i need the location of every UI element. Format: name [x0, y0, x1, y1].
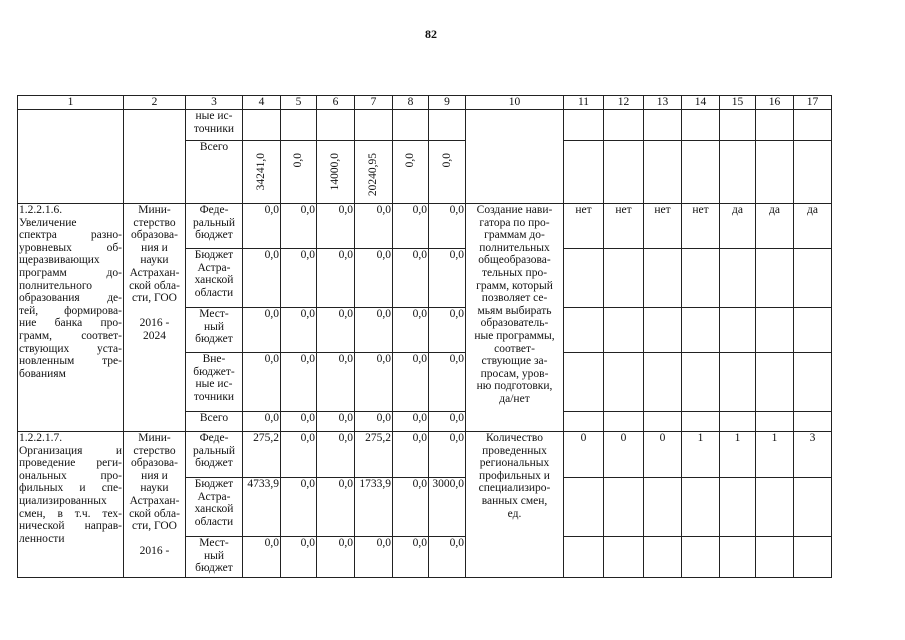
task1-year-blank — [644, 249, 682, 308]
task1-year-value: да — [756, 204, 794, 249]
page-number: 82 — [425, 27, 437, 41]
task1-value: 0,0 — [393, 204, 429, 249]
task2-year-value: 1 — [720, 432, 756, 478]
cont-indicator-cell — [466, 110, 564, 204]
cont-year-blank — [756, 141, 794, 204]
task1-value: 0,0 — [355, 412, 393, 432]
cont-total-value — [393, 141, 429, 204]
cont-year-blank — [564, 141, 604, 204]
cont-year-blank — [564, 110, 604, 141]
task1-year-blank — [720, 249, 756, 308]
task2-value: 0,0 — [281, 478, 317, 537]
task1-value: 0,0 — [355, 204, 393, 249]
task1-value: 0,0 — [317, 249, 355, 308]
task1-year-blank — [720, 308, 756, 353]
task2-source-2: Мест- ный бюджет — [186, 537, 243, 578]
task1-year-blank — [682, 249, 720, 308]
cont-blank-value — [393, 110, 429, 141]
column-number-row — [18, 96, 832, 110]
task1-year-blank — [564, 308, 604, 353]
task1-source-0: Феде- ральный бюджет — [186, 204, 243, 249]
cont-blank-value — [317, 110, 355, 141]
task1-source-3: Вне- бюджет- ные ис- точники — [186, 353, 243, 412]
task1-value: 0,0 — [393, 353, 429, 412]
task1-year-value: нет — [644, 204, 682, 249]
task1-value: 0,0 — [243, 204, 281, 249]
task1-value: 0,0 — [243, 353, 281, 412]
task2-indicator: Количество проведенных региональных профильных и специализиро- ванных смен, ед. — [466, 432, 564, 578]
task1-year-blank — [794, 412, 832, 432]
task2-value: 0,0 — [281, 432, 317, 478]
task1-value: 0,0 — [281, 308, 317, 353]
cont-year-blank — [682, 141, 720, 204]
column-number-1: 1 — [18, 96, 124, 110]
task2-executor: Мини- стерство образова- ния и науки Астрахан- ской обла- сти, ГОО 2016 - — [124, 432, 186, 578]
task2-value: 275,2 — [355, 432, 393, 478]
cont-source-tail: ные ис- точники — [186, 110, 243, 141]
column-number-9: 9 — [429, 96, 466, 110]
task1-year-blank — [794, 308, 832, 353]
task1-year-blank — [604, 308, 644, 353]
task1-year-blank — [682, 412, 720, 432]
task1-year-blank — [756, 308, 794, 353]
cont-total-label: Всего — [186, 141, 243, 204]
task1-year-blank — [720, 412, 756, 432]
task2-value: 0,0 — [281, 537, 317, 578]
cont-year-blank — [682, 110, 720, 141]
task2-year-value: 1 — [756, 432, 794, 478]
task2-value: 0,0 — [317, 537, 355, 578]
cont-total-value — [429, 141, 466, 204]
cont-total-value — [243, 141, 281, 204]
task1-year-blank — [644, 308, 682, 353]
cont-total-value-text: 0,0 — [440, 153, 453, 168]
cont-year-blank — [756, 110, 794, 141]
task2-code-description: 1.2.2.1.7. Организация и проведение реги- ональных про- фильных и спе- циализированных смен, в т.ч. тех- нической направ- ленности — [18, 432, 124, 578]
task2-value: 0,0 — [393, 432, 429, 478]
task1-year-value: нет — [564, 204, 604, 249]
task2-year-value: 0 — [644, 432, 682, 478]
task1-value: 0,0 — [281, 204, 317, 249]
task1-year-blank — [564, 249, 604, 308]
task1-value: 0,0 — [317, 308, 355, 353]
cont-total-value — [281, 141, 317, 204]
column-number-13: 13 — [644, 96, 682, 110]
task1-year-blank — [756, 353, 794, 412]
task1-value: 0,0 — [355, 308, 393, 353]
task2-value: 1733,9 — [355, 478, 393, 537]
task1-value: 0,0 — [429, 308, 466, 353]
task1-value: 0,0 — [317, 204, 355, 249]
cont-total-value-text: 20240,95 — [367, 153, 380, 197]
cont-year-blank — [720, 110, 756, 141]
cont-code-cell — [18, 110, 124, 204]
task2-value: 0,0 — [429, 537, 466, 578]
task2-value: 0,0 — [393, 537, 429, 578]
task2-value: 4733,9 — [243, 478, 281, 537]
task2-year-blank — [564, 478, 604, 537]
cont-executor-cell — [124, 110, 186, 204]
task2-value: 0,0 — [317, 478, 355, 537]
task1-value: 0,0 — [429, 249, 466, 308]
task1-year-blank — [604, 353, 644, 412]
column-number-16: 16 — [756, 96, 794, 110]
task1-value: 0,0 — [243, 249, 281, 308]
task2-year-blank — [794, 537, 832, 578]
task1-source-4: Всего — [186, 412, 243, 432]
task1-source-2: Мест- ный бюджет — [186, 308, 243, 353]
cont-total-value-text: 34241,0 — [255, 153, 268, 191]
cont-blank-value — [355, 110, 393, 141]
column-number-6: 6 — [317, 96, 355, 110]
task2-year-blank — [756, 478, 794, 537]
task1-year-value: да — [794, 204, 832, 249]
column-number-7: 7 — [355, 96, 393, 110]
column-number-10: 10 — [466, 96, 564, 110]
task1-value: 0,0 — [429, 412, 466, 432]
task1-code-description: 1.2.2.1.6. Увеличение спектра разно- уровневых об- щеразвивающих программ до- полнительного образования де- тей, формирова- ние банка про- грамм, соответ- ствующих уста- новленным тре- бованиям — [18, 204, 124, 432]
task1-value: 0,0 — [429, 204, 466, 249]
cont-blank-value — [243, 110, 281, 141]
cont-year-blank — [720, 141, 756, 204]
column-number-17: 17 — [794, 96, 832, 110]
task2-year-blank — [682, 537, 720, 578]
task2-year-blank — [720, 537, 756, 578]
task2-source-0: Феде- ральный бюджет — [186, 432, 243, 478]
task1-year-blank — [644, 412, 682, 432]
task1-executor: Мини- стерство образова- ния и науки Астрахан- ской обла- сти, ГОО 2016 - 2024 — [124, 204, 186, 432]
cont-total-value-text: 0,0 — [404, 153, 417, 168]
cont-total-value — [355, 141, 393, 204]
cont-year-blank — [604, 110, 644, 141]
column-number-14: 14 — [682, 96, 720, 110]
task1-year-blank — [756, 249, 794, 308]
task2-year-blank — [644, 537, 682, 578]
cont-year-blank — [794, 141, 832, 204]
column-number-2: 2 — [124, 96, 186, 110]
column-number-12: 12 — [604, 96, 644, 110]
task1-value: 0,0 — [281, 412, 317, 432]
cont-year-blank — [604, 141, 644, 204]
task2-value: 0,0 — [355, 537, 393, 578]
task1-year-value: нет — [682, 204, 720, 249]
task2-year-blank — [604, 537, 644, 578]
task2-year-value: 0 — [564, 432, 604, 478]
task1-year-blank — [682, 353, 720, 412]
task1-value: 0,0 — [393, 249, 429, 308]
column-number-3: 3 — [186, 96, 243, 110]
task2-year-blank — [604, 478, 644, 537]
cont-total-value — [317, 141, 355, 204]
column-number-8: 8 — [393, 96, 429, 110]
task2-value: 3000,0 — [429, 478, 466, 537]
task1-source-1: Бюджет Астра- ханской области — [186, 249, 243, 308]
task1-value: 0,0 — [393, 412, 429, 432]
task1-year-blank — [794, 353, 832, 412]
task1-year-value: да — [720, 204, 756, 249]
cont-year-blank — [794, 110, 832, 141]
task1-value: 0,0 — [243, 308, 281, 353]
task2-year-blank — [682, 478, 720, 537]
task2-source-1: Бюджет Астра- ханской области — [186, 478, 243, 537]
task2-year-value: 3 — [794, 432, 832, 478]
task1-value: 0,0 — [355, 353, 393, 412]
task2-value: 0,0 — [317, 432, 355, 478]
task1-value: 0,0 — [355, 249, 393, 308]
task2-year-value: 0 — [604, 432, 644, 478]
task1-year-blank — [794, 249, 832, 308]
task1-value: 0,0 — [317, 353, 355, 412]
task1-value: 0,0 — [317, 412, 355, 432]
task1-value: 0,0 — [393, 308, 429, 353]
task2-value: 0,0 — [429, 432, 466, 478]
task1-year-blank — [604, 412, 644, 432]
task1-year-blank — [720, 353, 756, 412]
task1-year-blank — [564, 353, 604, 412]
column-number-15: 15 — [720, 96, 756, 110]
task2-year-blank — [564, 537, 604, 578]
program-table — [17, 95, 832, 578]
task2-year-blank — [756, 537, 794, 578]
column-number-11: 11 — [564, 96, 604, 110]
cont-blank-value — [429, 110, 466, 141]
task1-year-blank — [644, 353, 682, 412]
task2-value: 0,0 — [243, 537, 281, 578]
task1-value: 0,0 — [243, 412, 281, 432]
task2-year-value: 1 — [682, 432, 720, 478]
cont-total-value-text: 14000,0 — [329, 153, 342, 191]
task1-year-value: нет — [604, 204, 644, 249]
task1-year-blank — [682, 308, 720, 353]
cont-year-blank — [644, 141, 682, 204]
cont-total-value-text: 0,0 — [292, 153, 305, 168]
task2-year-blank — [644, 478, 682, 537]
task1-year-blank — [756, 412, 794, 432]
task1-year-blank — [604, 249, 644, 308]
task1-value: 0,0 — [429, 353, 466, 412]
task2-value: 0,0 — [393, 478, 429, 537]
cont-blank-value — [281, 110, 317, 141]
task2-year-blank — [720, 478, 756, 537]
task1-value: 0,0 — [281, 353, 317, 412]
task1-year-blank — [564, 412, 604, 432]
column-number-5: 5 — [281, 96, 317, 110]
task2-value: 275,2 — [243, 432, 281, 478]
column-number-4: 4 — [243, 96, 281, 110]
cont-year-blank — [644, 110, 682, 141]
task1-indicator: Создание нави- гатора по про- граммам до- полнительных общеобразова- тельных про- грамм, который позволяет се- мьям выбирать образователь- ные программы, соответ- ствующие за- просам, уров- ню подготовки, да/нет — [466, 204, 564, 432]
task2-year-blank — [794, 478, 832, 537]
task1-value: 0,0 — [281, 249, 317, 308]
